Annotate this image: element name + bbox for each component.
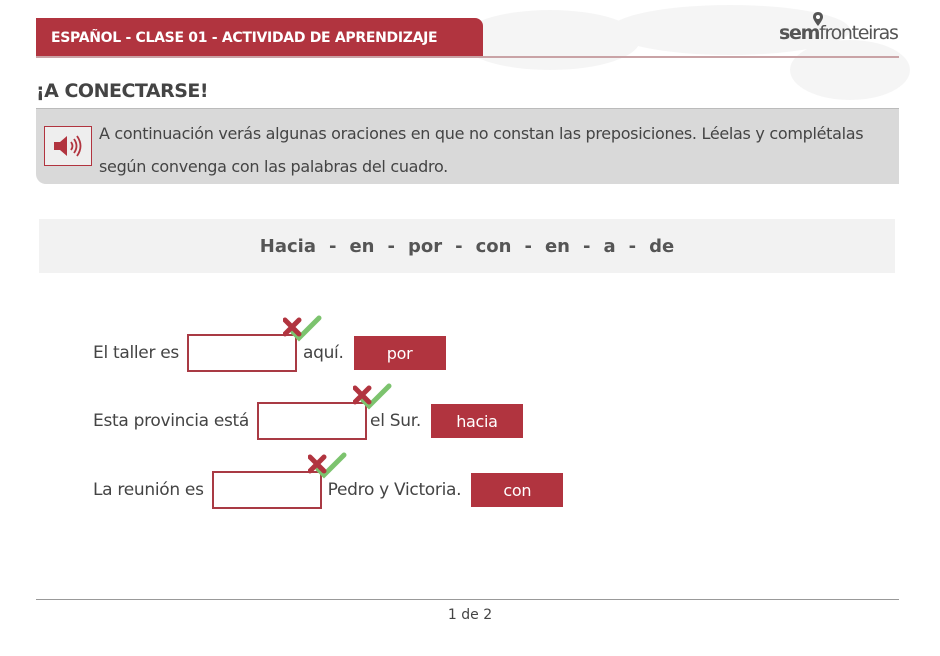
word-bank-word: a xyxy=(603,235,616,257)
speaker-icon xyxy=(52,134,84,158)
sentence-end: Pedro y Victoria. xyxy=(327,480,462,500)
exercise-row xyxy=(93,401,523,441)
word-bank-word: por xyxy=(407,235,443,257)
semfronteiras-logo xyxy=(779,18,901,52)
section-title: ¡A CONECTARSE! xyxy=(36,80,209,102)
word-bank-word: de xyxy=(649,235,675,257)
check-marks xyxy=(283,312,325,342)
check-marks xyxy=(308,449,350,479)
world-map-decoration xyxy=(430,0,940,110)
word-bank-separator: - xyxy=(524,235,532,257)
answer-input[interactable] xyxy=(257,402,367,440)
instructions-box xyxy=(36,109,899,184)
instructions-text: A continuación verás algunas oraciones en que no constan las preposiciones. Léelas y complétalas según convenga con las palabras del cuadro. xyxy=(99,124,864,176)
answer-button[interactable]: hacia xyxy=(431,404,523,438)
word-bank-separator: - xyxy=(328,235,337,257)
footer-divider xyxy=(36,599,899,600)
blank-container xyxy=(212,471,322,509)
logo-text-fronteiras: fronteiras xyxy=(819,22,898,44)
sentence-start: El taller es xyxy=(93,343,179,363)
word-bank-word: en xyxy=(349,235,375,257)
activity-title: ESPAÑOL - CLASE 01 - ACTIVIDAD DE APRENDIZAJE xyxy=(51,30,438,46)
sentence-end: aquí. xyxy=(302,343,344,363)
word-bank-word: en xyxy=(544,235,570,257)
logo-text-sem: sem xyxy=(779,22,820,44)
word-bank-separator: - xyxy=(455,235,463,257)
blank-container xyxy=(187,334,297,372)
word-bank-word: con xyxy=(475,235,512,257)
sentence-start: Esta provincia está xyxy=(93,411,250,431)
answer-button[interactable]: por xyxy=(354,336,446,370)
blank-container xyxy=(257,402,367,440)
check-marks xyxy=(353,380,395,410)
sentence-end: el Sur. xyxy=(370,411,421,431)
word-bank-word: Hacia xyxy=(259,235,316,257)
word-bank-separator: - xyxy=(387,235,395,257)
answer-input[interactable] xyxy=(187,334,297,372)
sentence-start: La reunión es xyxy=(93,480,204,500)
word-bank-separator: - xyxy=(582,235,591,257)
activity-header xyxy=(36,18,483,58)
answer-button[interactable]: con xyxy=(471,473,563,507)
exercise-row xyxy=(93,333,446,373)
audio-play-button[interactable] xyxy=(44,126,92,166)
word-bank xyxy=(39,219,895,273)
exercise-row xyxy=(93,470,563,510)
word-bank-separator: - xyxy=(628,235,637,257)
answer-input[interactable] xyxy=(212,471,322,509)
page-indicator: 1 de 2 xyxy=(447,607,493,623)
header-divider xyxy=(36,56,899,58)
